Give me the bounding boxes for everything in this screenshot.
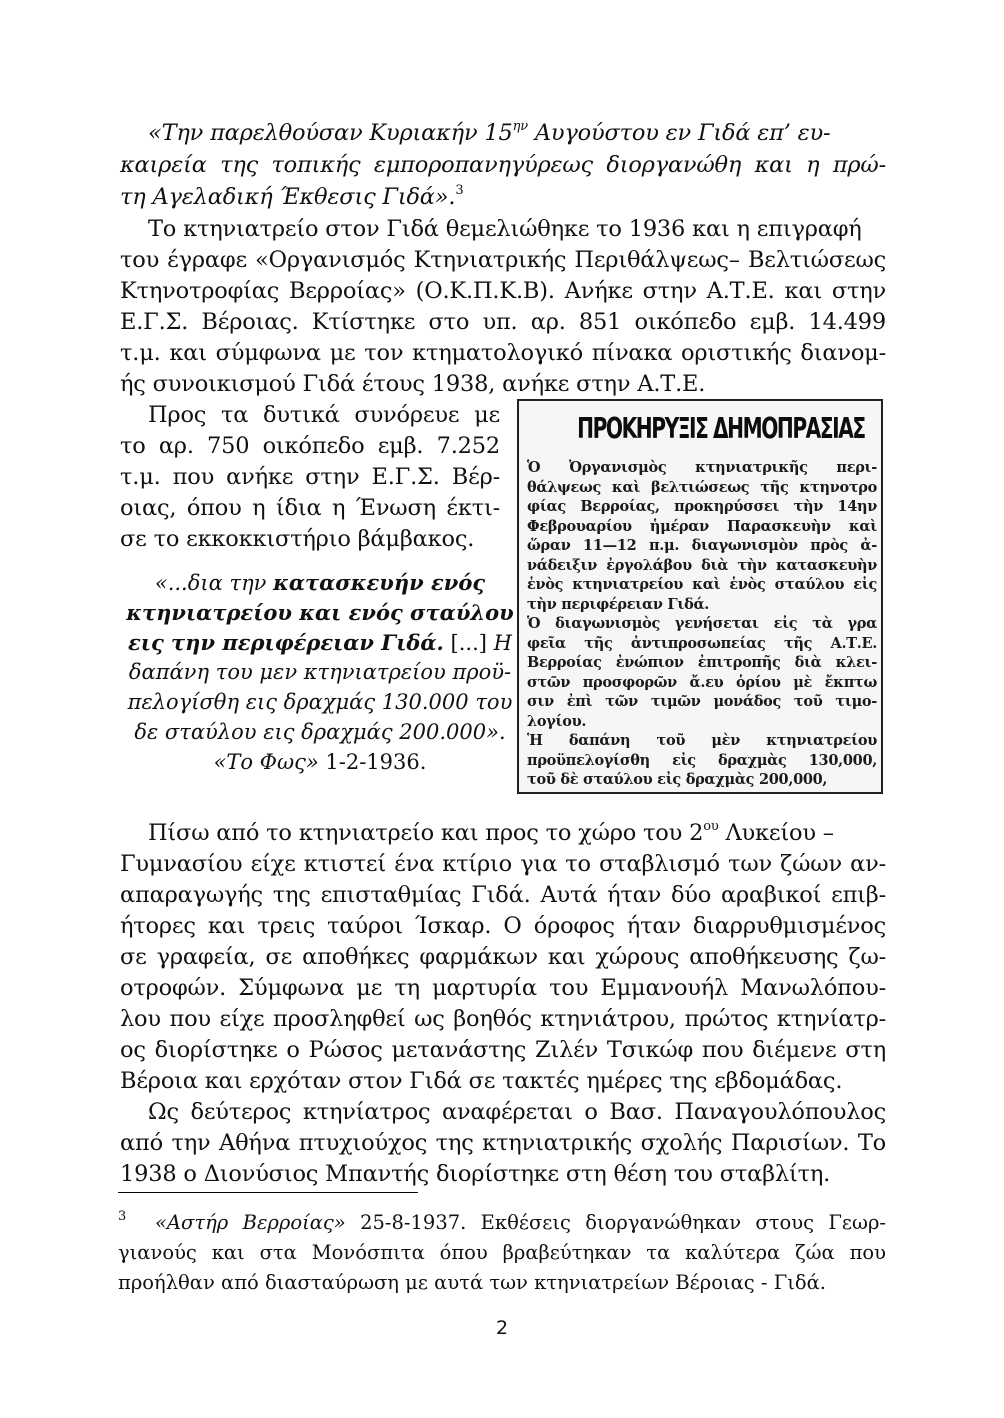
footnote-line-3: προήλθαν από διασταύρωση με αυτά των κτηνιατρείων Βέροιας - Γιδά.	[118, 1271, 826, 1294]
caption-line-6: δε σταύλου εις δραχμάς 200.000».	[134, 720, 506, 744]
footnote-number: 3	[118, 1208, 127, 1224]
para2-line-2: το αρ. 750 οικόπεδο εμβ. 7.252	[120, 433, 500, 459]
caption-text-1a: «...δια την	[154, 571, 274, 595]
para3-line-5: σε γραφεία, σε αποθήκες φαρμάκων και χώρους αποθήκευσης ζω-	[120, 944, 886, 970]
para3-line-2: Γυμνασίου είχε κτιστεί ένα κτίριο για το σταβλισμό των ζώων αν-	[120, 851, 886, 877]
caption-line-4: δαπάνη του μεν κτηνιατρείου προϋ-	[128, 660, 512, 684]
para2-line-4: οιας, όπου η ίδια η Ένωση έκτι-	[120, 495, 500, 521]
caption-line-3	[120, 628, 520, 659]
caption-text-3b: [...]	[443, 631, 494, 655]
clipping-line: λογίου.	[527, 712, 587, 730]
para3-line-8: ος διορίστηκε ο Ρώσος μετανάστης Ζιλέν Τσικώφ που διέμενε στη	[120, 1037, 886, 1063]
newspaper-clipping-image	[517, 399, 883, 794]
clipping-line: τὴν περιφέρειαν Γιδά.	[527, 595, 710, 613]
caption-line-7	[120, 748, 520, 778]
clipping-line: ἑνὸς κτηνιατρείου καὶ ἑνὸς σταύλου εἰς	[527, 576, 877, 593]
clipping-line: Ὁ Ὀργανισμὸς κτηνιατρικῆς περι-	[527, 459, 877, 476]
intro-quote-line-1	[148, 118, 886, 148]
footnote-line-2: γιανούς και στα Μονόσπιτα όπου βραβεύτηκαν τα καλύτερα ζώα που	[118, 1241, 886, 1264]
para1-line-1: Το κτηνιατρείο στον Γιδά θεμελιώθηκε το 1936 και η επιγραφή	[148, 216, 862, 242]
caption-date: 1-2-1936.	[318, 750, 427, 774]
clipping-line: φίας Βερροίας, προκηρύσσει τὴν 14ην	[527, 498, 877, 515]
clipping-line: νάδειξιν ἐργολάβου διὰ τὴν κατασκευὴν	[527, 556, 877, 574]
para3-line-4: ήτορες και τρεις ταύροι Ίσκαρ. Ο όροφος ήταν διαρρυθμισμένος	[120, 913, 886, 939]
para3-text-1a: Πίσω από το κτηνιατρείο και προς το χώρο του 2	[148, 820, 704, 846]
intro-quote-text-1a: «Την παρελθούσαν Κυριακήν 15	[148, 120, 513, 146]
intro-quote-superscript: ην	[512, 118, 528, 134]
para3-line-7: λου που είχε προσληφθεί ως βοηθός κτηνιάτρου, πρώτος κτηνίατρ-	[120, 1006, 886, 1032]
para1-line-4: Ε.Γ.Σ. Βέροιας. Κτίστηκε στο υπ. αρ. 851 οικόπεδο εμβ. 14.499	[120, 309, 886, 335]
para1-line-3: Κτηνοτροφίας Βερροίας» (Ο.Κ.Π.Κ.Β). Ανήκε στην Α.Τ.Ε. και στην	[120, 278, 886, 304]
footnote-separator	[118, 1192, 418, 1193]
clipping-line: φεῖα τῆς ἀντιπροσωπείας τῆς Α.Τ.Ε.	[527, 634, 877, 652]
clipping-line: Φεβρουαρίου ἡμέραν Παρασκευὴν καὶ	[527, 517, 877, 535]
footnote-reference: 3	[455, 182, 464, 198]
para3-line-6: οτροφών. Σύμφωνα με τη μαρτυρία του Εμμανουήλ Μανωλόπου-	[120, 975, 886, 1001]
footnote-source: «Αστήρ Βερροίας»	[155, 1211, 346, 1234]
clipping-line: θάλψεως καὶ βελτιώσεως τῆς κτηνοτρο	[527, 478, 877, 496]
para3-text-1b: Λυκείου –	[718, 820, 834, 846]
para2-line-1: Προς τα δυτικά συνόρευε με	[148, 402, 500, 428]
para1-line-2: του έγραφε «Οργανισμός Κτηνιατρικής Περιθάλψεως– Βελτιώσεως	[120, 247, 886, 273]
caption-line-5: πελογίσθη εις δραχμάς 130.000 του	[127, 690, 513, 714]
para3-line-9: Βέροια και ερχόταν στον Γιδά σε τακτές ημέρες της εβδομάδας.	[120, 1068, 843, 1094]
caption-line-1	[120, 568, 520, 599]
caption-source: «Το Φως»	[213, 750, 319, 774]
intro-quote-line-2: καιρεία της τοπικής εμποροπανηγύρεως διοργανώθη και η πρώ-	[120, 152, 886, 178]
clipping-line: στῶν προσφορῶν ἄ.ευ ὁρίου μὲ ἔκπτω	[527, 673, 877, 691]
para2-line-5: σε το εκκοκκιστήριο βάμβακος.	[120, 526, 475, 552]
intro-quote-text-1b: Αυγούστου εν Γιδά επ’ ευ-	[527, 120, 831, 146]
para1-line-6: ής συνοικισμού Γιδά έτους 1938, ανήκε στην Α.Τ.Ε.	[120, 371, 706, 397]
para3-line-1	[148, 818, 886, 848]
para4-line-2: από την Αθήνα πτυχιούχος της κτηνιατρικής σχολής Παρισίων. Το	[120, 1130, 886, 1156]
para3-superscript: ου	[703, 818, 719, 834]
caption-text-1b: κατασκευήν ενός	[273, 570, 486, 595]
clipping-line: Ἡ δαπάνη τοῦ μὲν κτηνιατρείου	[527, 732, 877, 749]
intro-quote-text-3: τη Αγελαδική Έκθεσις Γιδά».	[120, 184, 456, 210]
caption-text-3a: εις την περιφέρειαν Γιδά.	[128, 630, 444, 655]
clipping-line: Ὁ διαγωνισμὸς γενήσεται εἰς τὰ γρα	[527, 615, 877, 632]
intro-quote-line-3	[120, 182, 886, 212]
para1-line-5: τ.μ. και σύμφωνα με τον κτηματολογικό πίνακα οριστικής διανομ-	[120, 340, 886, 366]
clipping-line: προϋπελογίσθη εἰς δραχμὰς 130,000,	[527, 751, 877, 769]
clipping-line: τοῦ δὲ σταύλου εἰς δραχμὰς 200,000,	[527, 771, 828, 788]
para4-line-3: 1938 ο Διονύσιος Μπαντής διορίστηκε στη θέση του σταβλίτη.	[120, 1161, 831, 1187]
clipping-line: ὥραν 11—12 π.μ. διαγωνισμὸν πρὸς ἀ-	[527, 537, 877, 554]
footnote-text-1b: 25-8-1937. Εκθέσεις διοργανώθηκαν στους Γεωρ-	[345, 1211, 886, 1234]
para4-line-1: Ως δεύτερος κτηνίατρος αναφέρεται ο Βασ. Παναγουλόπουλος	[148, 1099, 886, 1125]
para3-line-3: απαραγωγής της επισταθμίας Γιδά. Αυτά ήταν δύο αραβικοί επιβ-	[120, 882, 886, 908]
caption-line-2: κτηνιατρείου και ενός σταύλου	[126, 600, 514, 625]
page-number: 2	[495, 1317, 509, 1339]
para2-line-3: τ.μ. που ανήκε στην Ε.Γ.Σ. Βέρ-	[120, 464, 500, 490]
clipping-line: σιν ἐπὶ τῶν τιμῶν μονάδος τοῦ τιμο-	[527, 693, 877, 710]
clipping-title: ΠΡΟΚΗΡΥΞΙΣ ΔΗΜΟΠΡΑΣΙΑΣ	[577, 412, 865, 445]
footnote-line-1	[118, 1208, 886, 1237]
clipping-line: Βερροίας ἐνώπιον ἐπιτροπῆς διὰ κλει-	[527, 654, 877, 671]
caption-text-3c: Η	[493, 631, 512, 655]
